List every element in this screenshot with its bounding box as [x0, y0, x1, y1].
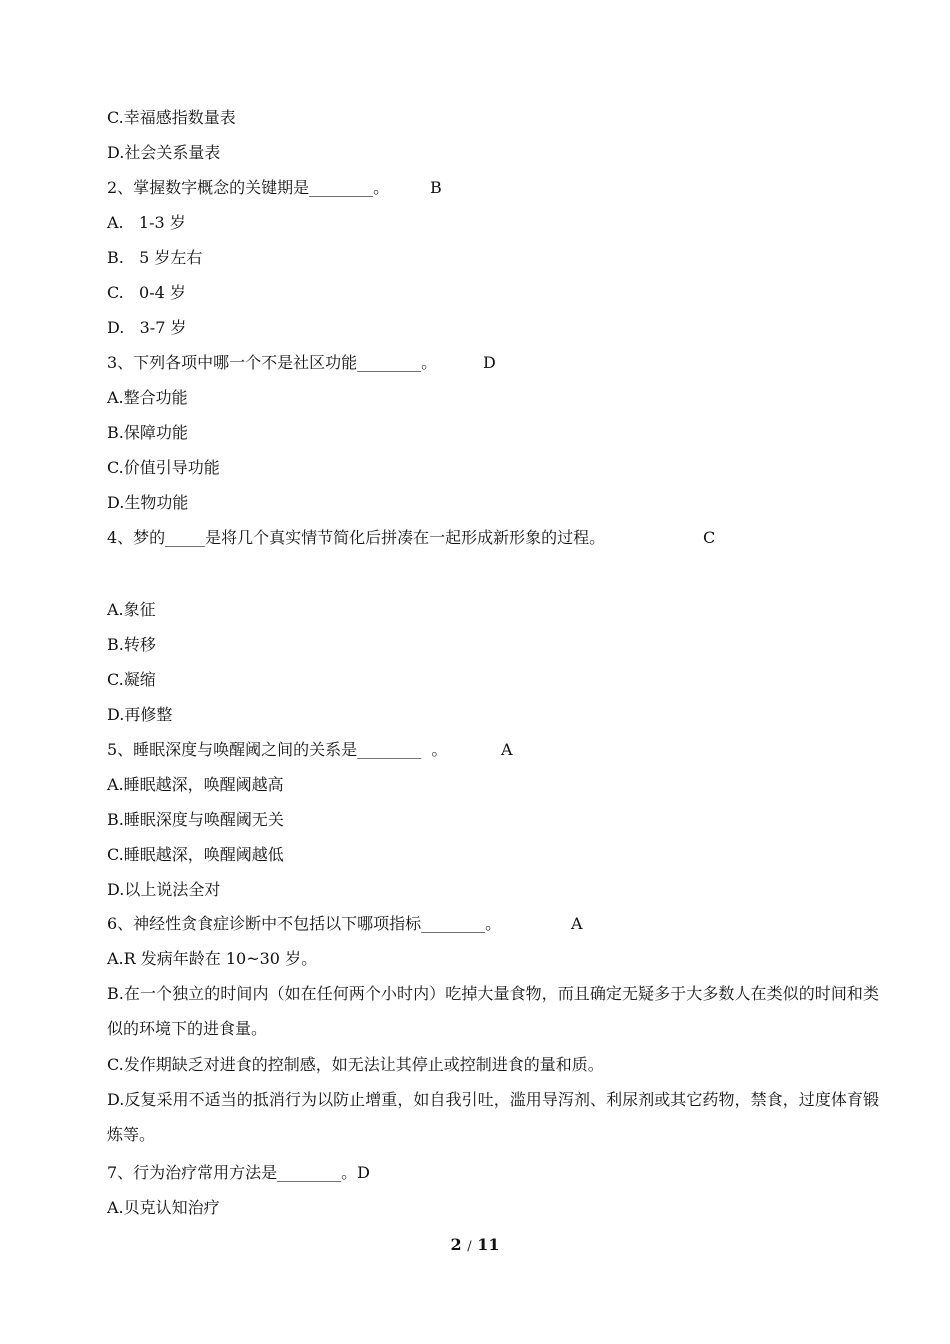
question-6: 6、神经性贪食症诊断中不包括以下哪项指标________。: [107, 914, 502, 933]
option-c-happiness-scale: C.幸福感指数量表: [107, 108, 236, 127]
question-5-option-d: D.以上说法全对: [107, 880, 221, 899]
question-4: 4、梦的_____是将几个真实情节简化后拼凑在一起形成新形象的过程。: [107, 528, 606, 547]
question-6-option-c: C.发作期缺乏对进食的控制感，如无法让其停止或控制进食的量和质。: [107, 1055, 604, 1074]
question-3: 3、下列各项中哪一个不是社区功能________。: [107, 353, 438, 372]
question-4-option-d: D.再修整: [107, 705, 173, 724]
question-6-option-a: A.R 发病年龄在 10~30 岁。: [107, 949, 318, 968]
question-2: 2、掌握数字概念的关键期是________。: [107, 178, 390, 197]
question-6-option-d: D.反复采用不适当的抵消行为以防止增重，如自我引吐，滥用导泻剂、利尿剂或其它药物，禁食，过度体育锻炼等。: [107, 1090, 879, 1144]
page-total: 11: [477, 1235, 500, 1254]
question-2-option-a: A. 1-3 岁: [107, 213, 186, 232]
question-2-option-b: B. 5 岁左右: [107, 248, 203, 267]
question-3-option-a: A.整合功能: [107, 388, 188, 407]
question-3-answer: D: [483, 353, 496, 372]
question-5-option-a: A.睡眠越深，唤醒阈越高: [107, 775, 284, 794]
question-3-option-b: B.保障功能: [107, 423, 188, 442]
question-3-option-d: D.生物功能: [107, 493, 189, 512]
question-6-option-b: B.在一个独立的时间内（如在任何两个小时内）吃掉大量食物，而且确定无疑多于大多数人在类似的时间和类似的环境下的进食量。: [107, 984, 879, 1038]
question-5-option-c: C.睡眠越深，唤醒阈越低: [107, 845, 284, 864]
question-2-option-c: C. 0-4 岁: [107, 283, 186, 302]
question-2-answer: B: [430, 178, 442, 197]
question-4-option-a: A.象征: [107, 600, 156, 619]
question-7: 7、行为治疗常用方法是________。D: [107, 1163, 371, 1182]
question-4-option-c: C.凝缩: [107, 670, 156, 689]
question-5: 5、睡眠深度与唤醒阈之间的关系是________ 。: [107, 740, 448, 759]
page-current: 2: [450, 1235, 462, 1254]
question-4-option-b: B.转移: [107, 635, 156, 654]
question-6-answer: A: [571, 914, 583, 933]
question-5-answer: A: [501, 740, 513, 759]
question-5-option-b: B.睡眠深度与唤醒阈无关: [107, 810, 284, 829]
question-2-option-d: D. 3-7 岁: [107, 318, 187, 337]
question-3-option-c: C.价值引导功能: [107, 458, 220, 477]
page-separator: /: [467, 1239, 472, 1254]
question-7-option-a: A.贝克认知治疗: [107, 1198, 220, 1217]
page-number: [0, 1235, 950, 1257]
option-d-social-relation-scale: D.社会关系量表: [107, 143, 221, 162]
question-4-answer: C: [703, 528, 716, 547]
